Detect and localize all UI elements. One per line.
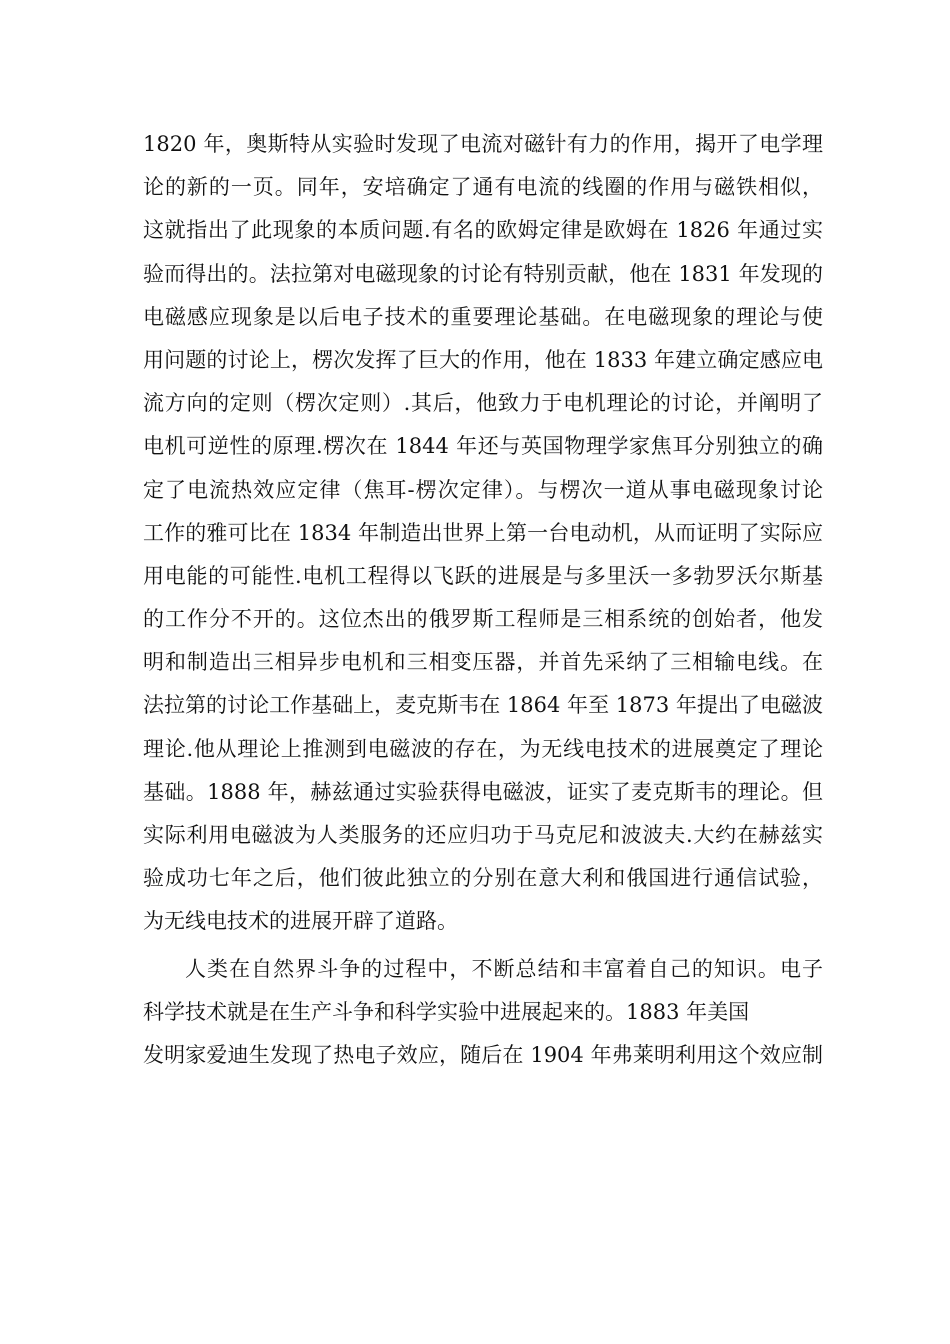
text-line: 实际利用电磁波为人类服务的还应归功于马克尼和波波夫.大约在赫兹实: [143, 823, 823, 847]
text-line: 科学技术就是在生产斗争和科学实验中进展起来的。1883 年美国: [143, 999, 750, 1024]
text-line: 定了电流热效应定律（焦耳-楞次定律）。与楞次一道从事电磁现象讨论: [143, 477, 823, 502]
text-line: 这就指出了此现象的本质问题.有名的欧姆定律是欧姆在 1826 年通过实: [143, 218, 823, 243]
text-line: 明和制造出三相异步电机和三相变压器，并首先采纳了三相输电线。在: [143, 650, 823, 675]
text-line: 工作的雅可比在 1834 年制造出世界上第一台电动机，从而证明了实际应: [143, 520, 823, 545]
paragraph-history-electromagnetism: [143, 123, 823, 944]
text-line: 论的新的一页。同年，安培确定了通有电流的线圈的作用与磁铁相似，: [143, 175, 823, 200]
document-body: [143, 123, 823, 1077]
text-line: 发明家爱迪生发现了热电子效应，随后在 1904 年弗莱明利用这个效应制: [143, 1042, 823, 1067]
text-line: 用问题的讨论上，楞次发挥了巨大的作用，他在 1833 年建立确定感应电: [143, 347, 823, 372]
paragraph-electronic-science: [143, 948, 823, 1078]
text-line: 电磁感应现象是以后电子技术的重要理论基础。在电磁现象的理论与使: [143, 304, 823, 329]
text-line: 1820 年，奥斯特从实验时发现了电流对磁针有力的作用，揭开了电学理: [143, 132, 823, 156]
text-line: 基础。1888 年，赫兹通过实验获得电磁波，证实了麦克斯韦的理论。但: [143, 779, 823, 804]
text-line: 流方向的定则（楞次定则）.其后，他致力于电机理论的讨论，并阐明了: [143, 391, 823, 416]
text-line: 理论.他从理论上推测到电磁波的存在，为无线电技术的进展奠定了理论: [143, 736, 823, 761]
text-line: 的工作分不开的。这位杰出的俄罗斯工程师是三相系统的创始者，他发: [143, 607, 823, 632]
text-line: 人类在自然界斗争的过程中，不断总结和丰富着自己的知识。电子: [185, 956, 823, 981]
text-line: 用电能的可能性.电机工程得以飞跃的进展是与多里沃一多勃罗沃尔斯基: [143, 563, 823, 588]
text-line: 电机可逆性的原理.楞次在 1844 年还与英国物理学家焦耳分别独立的确: [143, 434, 823, 459]
text-line: 为无线电技术的进展开辟了道路。: [143, 909, 458, 934]
text-line: 验成功七年之后，他们彼此独立的分别在意大利和俄国进行通信试验，: [143, 866, 823, 891]
text-line: 法拉第的讨论工作基础上，麦克斯韦在 1864 年至 1873 年提出了电磁波: [143, 693, 823, 718]
text-line: 验而得出的。法拉第对电磁现象的讨论有特别贡献，他在 1831 年发现的: [143, 261, 823, 286]
